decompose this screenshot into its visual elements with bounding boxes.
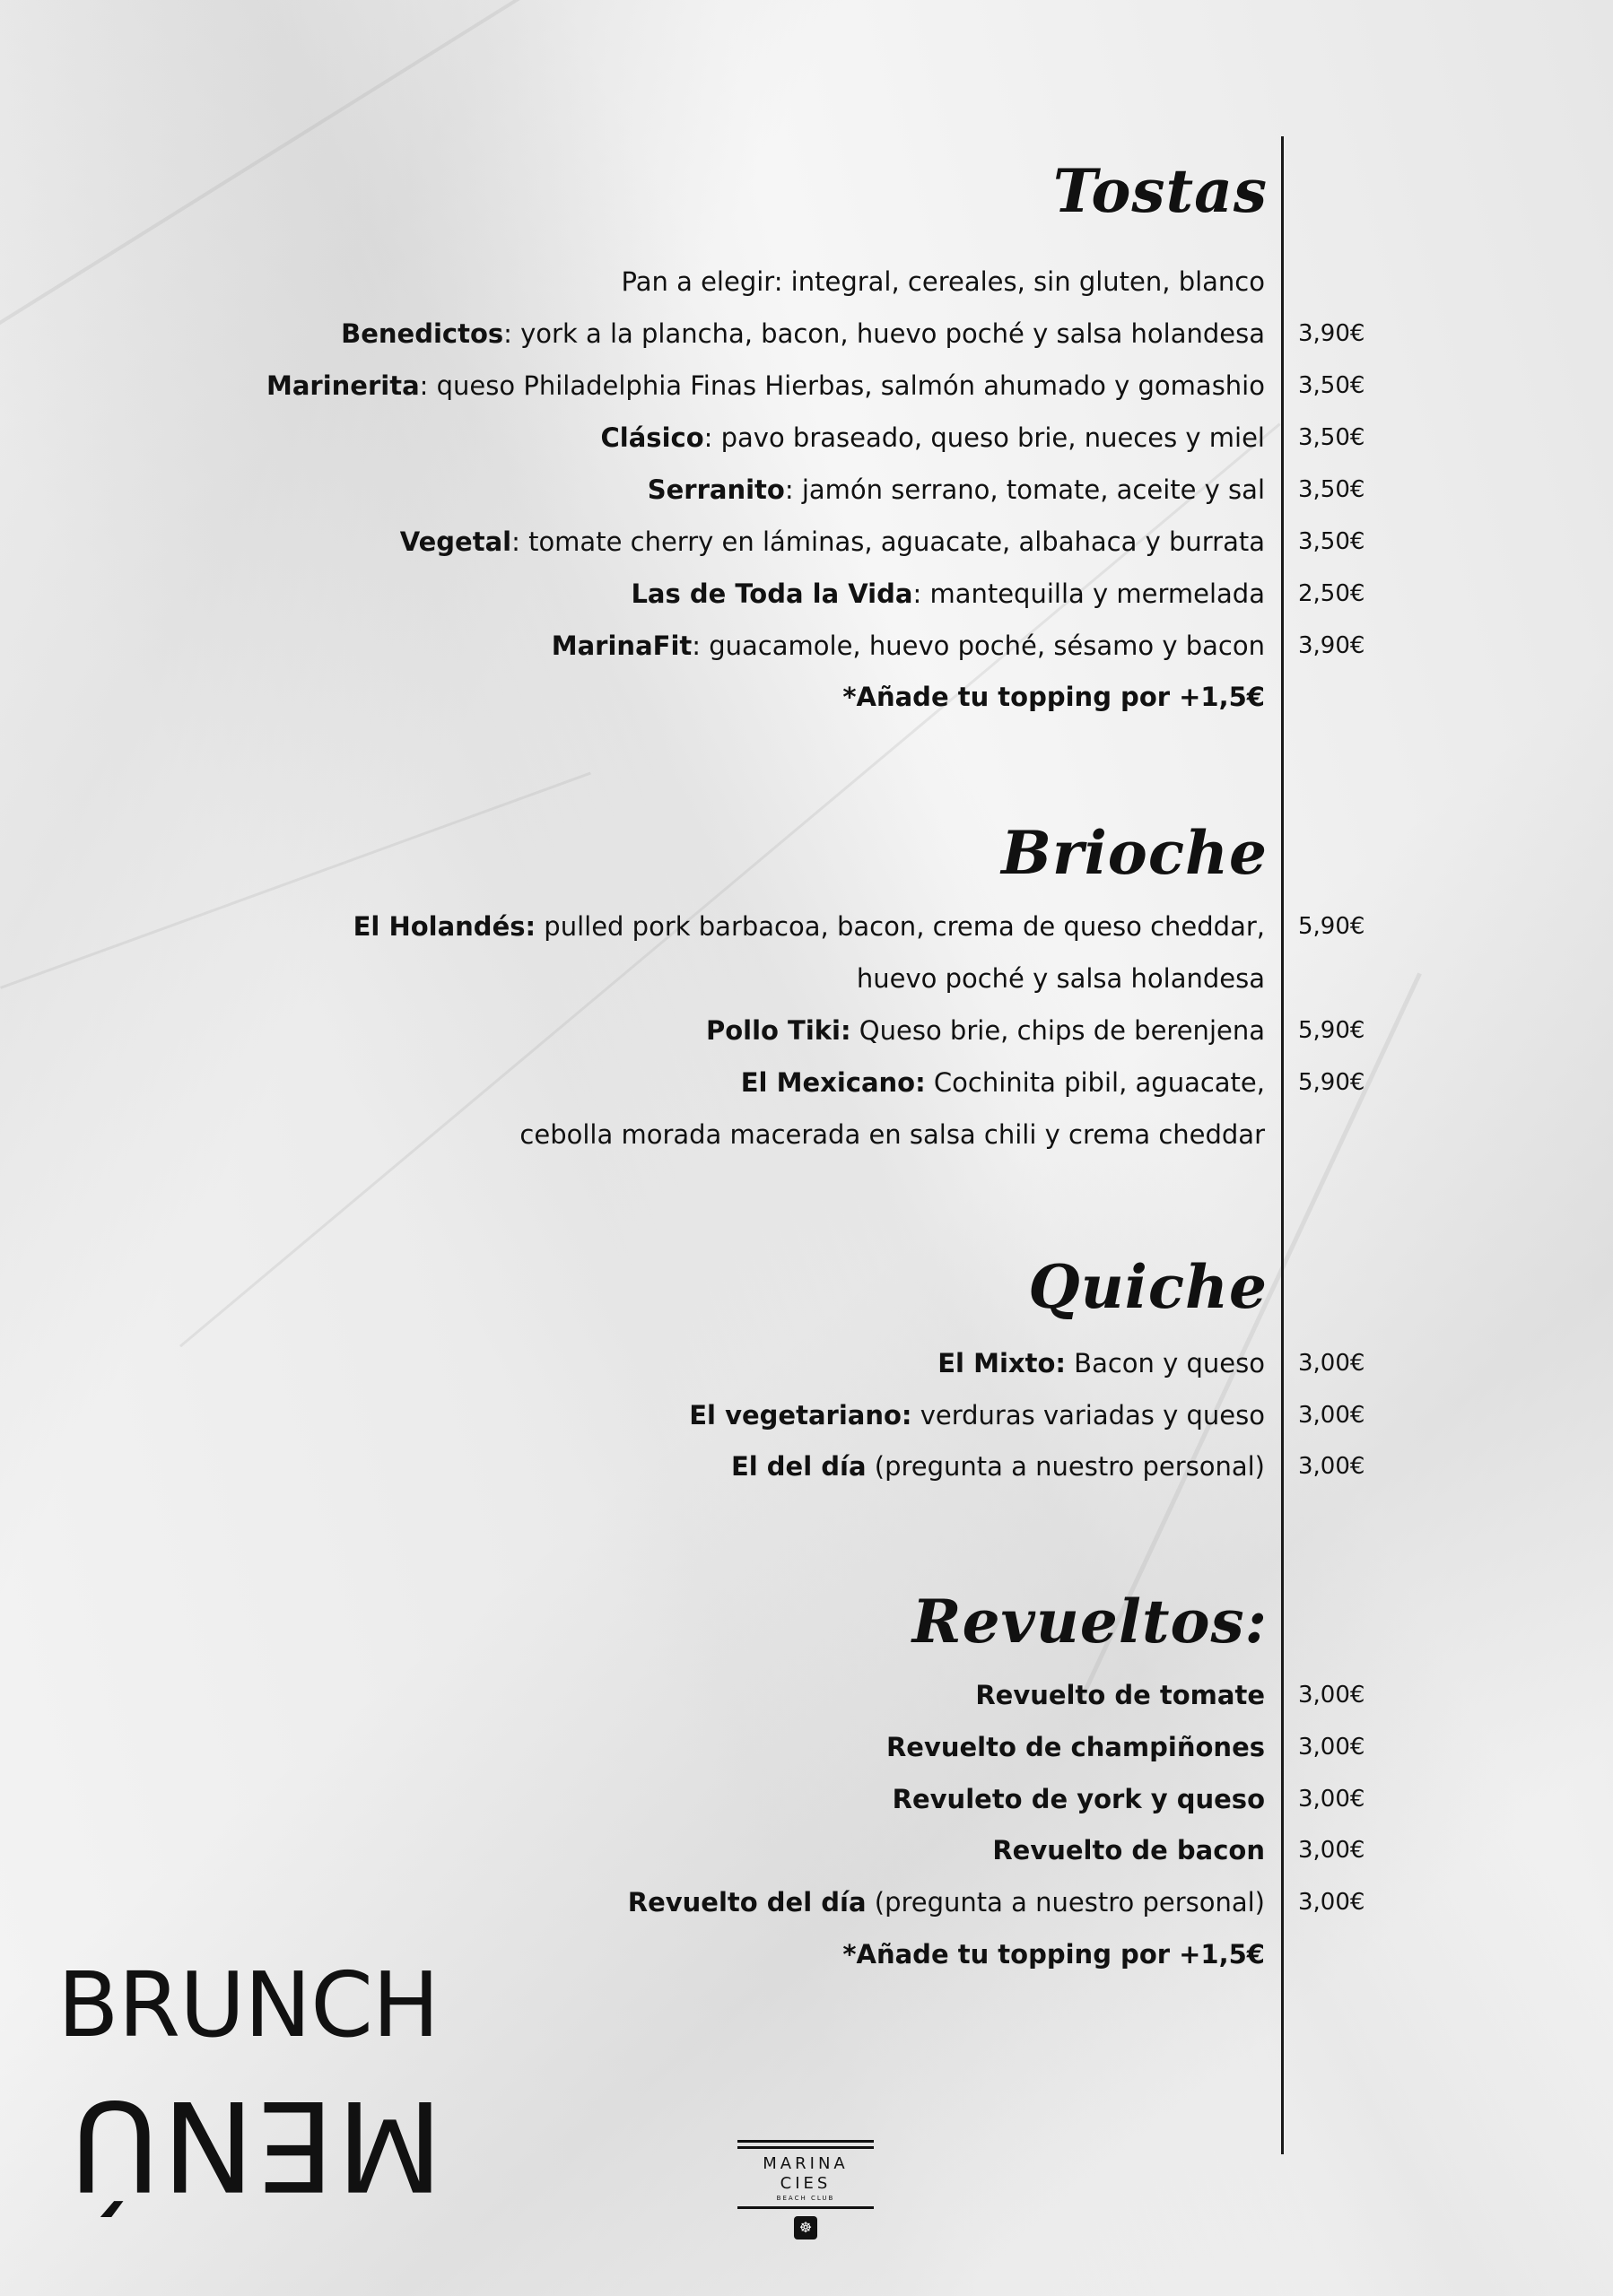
- item-name: Revuelto de tomate: [975, 1680, 1265, 1710]
- menu-item: [0, 524, 1613, 560]
- menu-item: [0, 1448, 1613, 1484]
- item-detail: Bacon y queso: [1065, 1348, 1265, 1378]
- item-name: El Mixto:: [937, 1348, 1066, 1378]
- menu-item: [0, 628, 1613, 664]
- item-description: [341, 316, 1265, 352]
- item-price: 3,00€: [1298, 1889, 1365, 1916]
- item-price: 5,90€: [1298, 913, 1365, 940]
- marble-vein: [0, 772, 591, 989]
- item-description: [648, 472, 1265, 508]
- item-name: Pollo Tiki:: [705, 1015, 851, 1046]
- item-name: Vegetal: [399, 526, 512, 557]
- item-detail: Cochinita pibil, aguacate,: [925, 1067, 1265, 1098]
- item-description: [741, 1065, 1265, 1100]
- item-price: 3,50€: [1298, 372, 1365, 399]
- item-price: 3,90€: [1298, 320, 1365, 347]
- item-name: El Holandés:: [353, 911, 536, 942]
- topping-note: [842, 1936, 1265, 1972]
- item-detail: : pavo braseado, queso brie, nueces y miel: [703, 422, 1265, 453]
- item-price: 2,50€: [1298, 580, 1365, 607]
- item-detail: : tomate cherry en láminas, aguacate, albahaca y burrata: [511, 526, 1265, 557]
- item-description: [893, 1781, 1265, 1817]
- item-name: El vegetariano:: [689, 1400, 912, 1431]
- item-description: [992, 1832, 1265, 1868]
- item-description: [400, 524, 1265, 560]
- item-price: 3,50€: [1298, 476, 1365, 503]
- section-title-quiche: Quiche: [1028, 1252, 1268, 1322]
- tostas-intro-row: [0, 264, 1613, 300]
- topping-note-text: *Añade tu topping por +1,5€: [842, 1939, 1265, 1970]
- menu-item: [0, 909, 1613, 944]
- item-name: Revuleto de york y queso: [892, 1784, 1265, 1814]
- item-name: Benedictos: [341, 318, 504, 349]
- topping-note-text: *Añade tu topping por +1,5€: [842, 682, 1265, 712]
- menu-item: [0, 1677, 1613, 1713]
- item-price: 3,00€: [1298, 1837, 1365, 1864]
- logo-bar: [737, 2206, 874, 2209]
- menu-item: [0, 576, 1613, 612]
- item-detail: (pregunta a nuestro personal): [866, 1887, 1265, 1918]
- item-detail: (pregunta a nuestro personal): [866, 1451, 1265, 1482]
- marina-cies-logo: [737, 2136, 874, 2237]
- item-description: [552, 628, 1265, 664]
- item-name: Marinerita: [266, 370, 420, 401]
- menu-item: [0, 420, 1613, 456]
- item-description: [886, 1729, 1265, 1765]
- logo-bar: [737, 2146, 874, 2149]
- menu-item: [0, 1884, 1613, 1920]
- item-description: [689, 1397, 1265, 1433]
- item-detail: : queso Philadelphia Finas Hierbas, salmón ahumado y gomashio: [419, 370, 1265, 401]
- topping-note: [842, 679, 1265, 715]
- item-name: Revuelto del día: [627, 1887, 867, 1918]
- menu-item: [0, 1345, 1613, 1381]
- menu-item: [0, 368, 1613, 404]
- item-name: Revuelto de champiñones: [885, 1732, 1265, 1762]
- logo-subtitle: BEACH CLUB: [776, 2195, 835, 2202]
- item-price: 3,00€: [1298, 1350, 1365, 1377]
- tostas-intro: Pan a elegir: integral, cereales, sin gluten, blanco: [621, 266, 1265, 297]
- item-description: [731, 1448, 1265, 1484]
- item-name: El del día: [730, 1451, 867, 1482]
- item-price: 3,50€: [1298, 528, 1365, 555]
- brand-title-menu: MENÚ: [67, 2073, 443, 2217]
- item-price: 3,00€: [1298, 1402, 1365, 1429]
- item-description: [937, 1345, 1265, 1381]
- item-price: 3,90€: [1298, 632, 1365, 659]
- item-description: [266, 368, 1265, 404]
- item-name: Clásico: [600, 422, 704, 453]
- menu-item: [0, 1832, 1613, 1868]
- item-detail: : mantequilla y mermelada: [912, 578, 1265, 609]
- item-price: 3,00€: [1298, 1734, 1365, 1761]
- menu-item: [0, 1781, 1613, 1817]
- item-description: [353, 909, 1265, 944]
- item-price: 3,50€: [1298, 424, 1365, 451]
- logo-name: MARINA CIES: [763, 2154, 849, 2193]
- item-description: [628, 1884, 1265, 1920]
- item-detail: : jamón serrano, tomate, aceite y sal: [784, 474, 1265, 505]
- item-description: [975, 1677, 1265, 1713]
- item-detail: Queso brie, chips de berenjena: [850, 1015, 1265, 1046]
- item-description: [706, 1013, 1265, 1048]
- item-price: 3,00€: [1298, 1453, 1365, 1480]
- logo-bar: [737, 2140, 874, 2143]
- item-name: Revuelto de bacon: [992, 1835, 1265, 1866]
- menu-item-continuation: [0, 1117, 1613, 1152]
- item-price: 3,00€: [1298, 1682, 1365, 1709]
- section-title-brioche: Brioche: [1001, 818, 1268, 888]
- item-name: MarinaFit: [551, 631, 693, 661]
- menu-item: [0, 1397, 1613, 1433]
- item-detail-continuation: cebolla morada macerada en salsa chili y crema cheddar: [519, 1119, 1265, 1150]
- item-name: El Mexicano:: [740, 1067, 926, 1098]
- item-detail: pulled pork barbacoa, bacon, crema de queso cheddar,: [536, 911, 1265, 942]
- section-title-tostas: Tostas: [1052, 156, 1268, 226]
- item-description: [601, 420, 1265, 456]
- item-description: [631, 576, 1265, 612]
- item-price: 5,90€: [1298, 1017, 1365, 1044]
- menu-item: [0, 1013, 1613, 1048]
- item-name: Serranito: [647, 474, 785, 505]
- menu-item: [0, 1065, 1613, 1100]
- helm-icon: ☸: [794, 2216, 817, 2239]
- item-detail-continuation: huevo poché y salsa holandesa: [856, 963, 1265, 994]
- menu-item-continuation: [0, 961, 1613, 996]
- section-title-revueltos: Revueltos:: [911, 1587, 1268, 1657]
- menu-item: [0, 472, 1613, 508]
- menu-item: [0, 1729, 1613, 1765]
- item-detail: : guacamole, huevo poché, sésamo y bacon: [692, 631, 1265, 661]
- menu-item: [0, 316, 1613, 352]
- item-detail: verduras variadas y queso: [911, 1400, 1265, 1431]
- brand-title-brunch: BRUNCH: [57, 1952, 440, 2057]
- item-name: Las de Toda la Vida: [631, 578, 913, 609]
- item-price: 3,00€: [1298, 1786, 1365, 1813]
- topping-note-row: [0, 679, 1613, 715]
- item-price: 5,90€: [1298, 1069, 1365, 1096]
- item-detail: : york a la plancha, bacon, huevo poché y salsa holandesa: [503, 318, 1265, 349]
